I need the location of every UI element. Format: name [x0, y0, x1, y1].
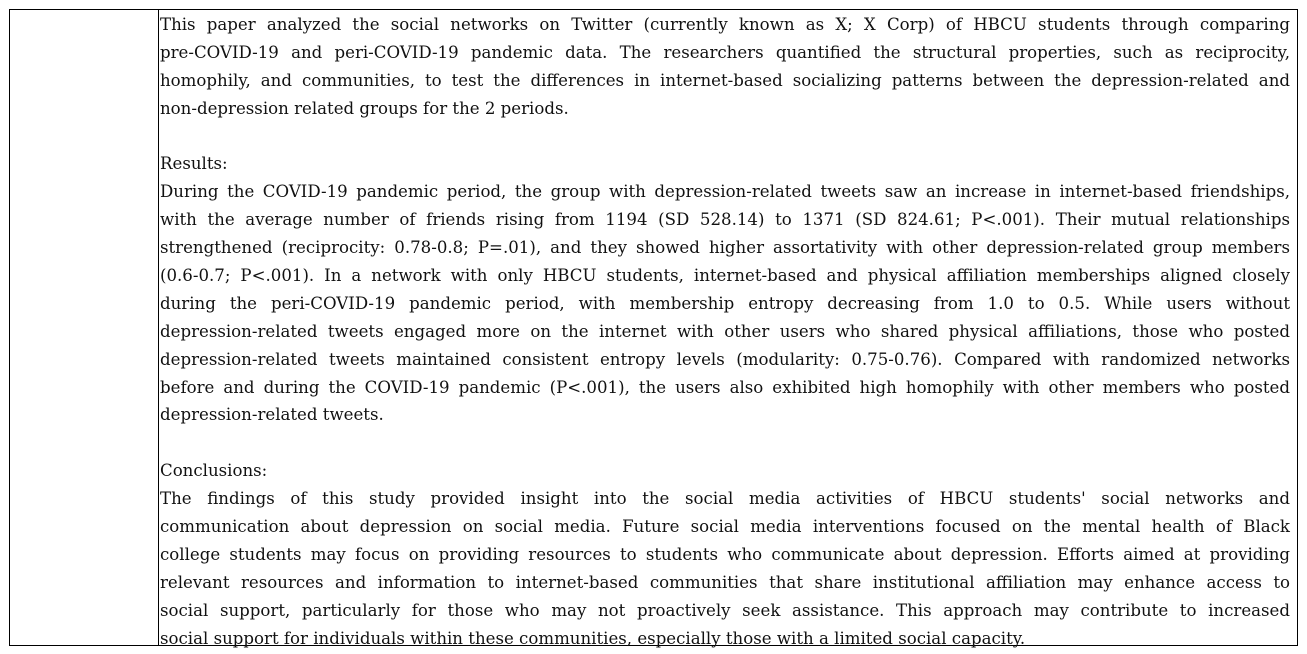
results-line: during the peri-COVID-19 pandemic period, with membership entropy decreasing from 1.0 to 0.5. While users without — [160, 293, 1290, 313]
results-line: strengthened (reciprocity: 0.78-0.8; P=.01), and they showed higher assortativity with other depression-related group members — [160, 238, 1290, 258]
results-line: with the average number of friends rising from 1194 (SD 528.14) to 1371 (SD 824.61; P<.001). Their mutual relationships — [160, 210, 1290, 230]
intro-paragraph — [160, 11, 1290, 123]
abstract-table — [9, 9, 1298, 646]
results-line: depression-related tweets. — [160, 405, 384, 425]
paragraph-spacer — [160, 123, 1290, 151]
intro-line: pre-COVID-19 and peri-COVID-19 pandemic data. The researchers quantified the structural properties, such as reciprocity, — [160, 42, 1290, 62]
conclusions-line: communication about depression on social media. Future social media interventions focused on the mental health of Black — [160, 517, 1290, 537]
conclusions-line: social support, particularly for those who may not proactively seek assistance. This approach may contribute to increased — [160, 600, 1290, 620]
abstract-cell — [160, 11, 1290, 652]
intro-line: non-depression related groups for the 2 periods. — [160, 98, 569, 118]
conclusions-line: relevant resources and information to internet-based communities that share institutional affiliation may enhance access to — [160, 572, 1290, 592]
results-line: before and during the COVID-19 pandemic (P<.001), the users also exhibited high homophily with other members who posted — [160, 377, 1290, 397]
conclusions-paragraph — [160, 485, 1290, 652]
conclusions-line: college students may focus on providing resources to students who communicate about depression. Efforts aimed at providing — [160, 544, 1290, 564]
column-divider — [158, 10, 159, 645]
conclusions-line: The findings of this study provided insight into the social media activities of HBCU students' social networks and — [160, 489, 1290, 509]
paragraph-spacer — [160, 429, 1290, 457]
conclusions-heading: Conclusions: — [160, 461, 268, 481]
results-heading: Results: — [160, 154, 228, 174]
intro-line: homophily, and communities, to test the differences in internet-based socializing patterns between the depression-related and — [160, 70, 1290, 90]
intro-line: This paper analyzed the social networks on Twitter (currently known as X; X Corp) of HBCU students through comparing — [160, 15, 1290, 34]
results-paragraph — [160, 178, 1290, 429]
results-line: During the COVID-19 pandemic period, the group with depression-related tweets saw an increase in internet-based friendships, — [160, 182, 1290, 202]
results-line: depression-related tweets engaged more on the internet with other users who shared physical affiliations, those who posted — [160, 321, 1290, 341]
conclusions-line: social support for individuals within these communities, especially those with a limited social capacity. — [160, 628, 1026, 648]
results-line: (0.6-0.7; P<.001). In a network with only HBCU students, internet-based and physical affiliation memberships aligned closely — [160, 266, 1290, 286]
results-line: depression-related tweets maintained consistent entropy levels (modularity: 0.75-0.76). Compared with randomized networks — [160, 349, 1290, 369]
